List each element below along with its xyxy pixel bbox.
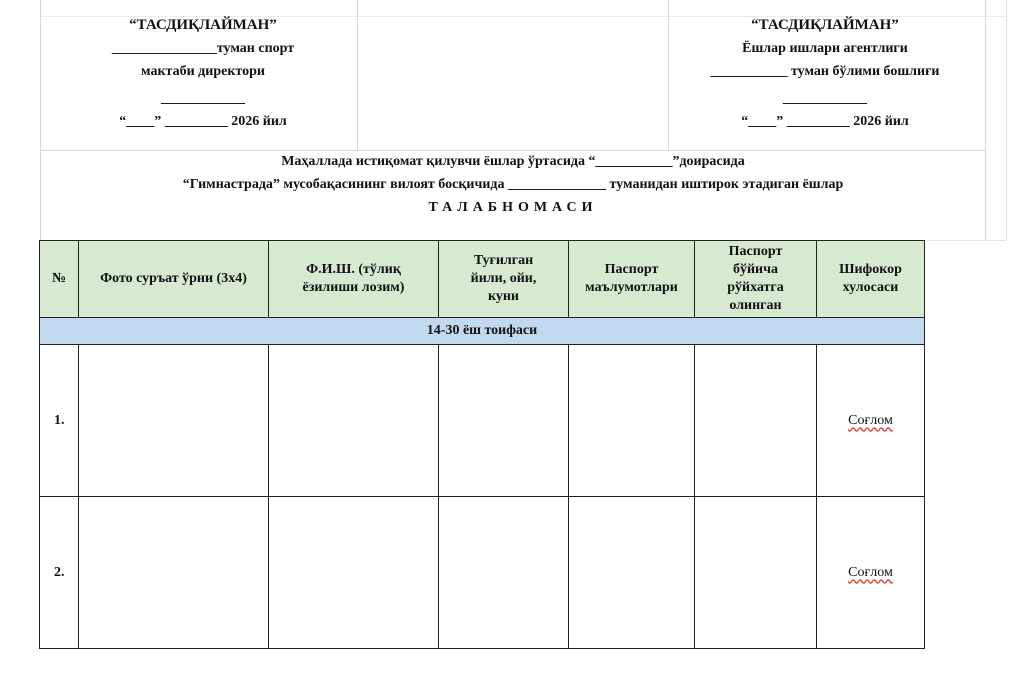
header-registration: Паспорт бўйича рўйхатга олинган: [695, 241, 817, 318]
birth-cell[interactable]: [439, 345, 569, 497]
doctor-cell[interactable]: [817, 345, 925, 497]
approval-line: Ёшлар ишлари агентлиги: [742, 41, 908, 56]
header-photo: Фото суръат ўрни (3x4): [79, 241, 269, 318]
row-number: 2.: [40, 497, 79, 649]
approval-title: “ТАСДИҚЛАЙМАН”: [751, 17, 899, 33]
doctor-cell[interactable]: [817, 497, 925, 649]
document-heading: [40, 150, 986, 219]
request-table: [39, 240, 925, 649]
approval-line: ___________ туман бўлими бошлиғи: [710, 64, 940, 79]
document-title: ТАЛАБНОМАСИ: [428, 200, 598, 215]
category-row: [40, 318, 925, 345]
row-number: 1.: [40, 345, 79, 497]
approval-date: “____” _________ 2026 йил: [119, 114, 287, 129]
header-fio: Ф.И.Ш. (тўлиқ ёзилиши лозим): [269, 241, 439, 318]
registration-cell[interactable]: [695, 497, 817, 649]
header-num: №: [40, 241, 79, 318]
conclusion-text: Соғлом: [848, 412, 893, 428]
approval-title: “ТАСДИҚЛАЙМАН”: [129, 17, 277, 33]
header-doctor: Шифокор хулосаси: [817, 241, 925, 318]
passport-cell[interactable]: [569, 345, 695, 497]
category-label[interactable]: 14-30 ёш тоифаси: [40, 318, 925, 345]
approval-line: _______________туман спорт: [111, 41, 295, 56]
passport-cell[interactable]: [569, 497, 695, 649]
approval-date: “____” _________ 2026 йил: [741, 114, 909, 129]
approval-line: мактаби директори: [141, 64, 265, 79]
header-birth: Туғилган йили, ойи, куни: [439, 241, 569, 318]
table-header-row: [40, 241, 925, 318]
header-passport: Паспорт маълумотлари: [569, 241, 695, 318]
registration-cell[interactable]: [695, 345, 817, 497]
conclusion-text: Соғлом: [848, 564, 893, 580]
approval-block-right: [670, 14, 980, 133]
approval-block-left: [48, 14, 358, 133]
photo-cell[interactable]: [79, 497, 269, 649]
photo-cell[interactable]: [79, 345, 269, 497]
signature-line: ____________: [783, 91, 867, 106]
birth-cell[interactable]: [439, 497, 569, 649]
table-row: [40, 497, 925, 649]
page-guide-line: [668, 0, 669, 150]
fio-cell[interactable]: [269, 497, 439, 649]
page-guide-line: [1006, 0, 1007, 240]
intro-line: Маҳаллада истиқомат қилувчи ёшлар ўртасида “___________”доирасида: [281, 154, 745, 169]
table-row: [40, 345, 925, 497]
intro-line: “Гимнастрада” мусобақасининг вилоят босқичида ______________ туманидан иштирок этадиган ёшлар: [182, 177, 844, 192]
signature-line: ____________: [161, 91, 245, 106]
fio-cell[interactable]: [269, 345, 439, 497]
